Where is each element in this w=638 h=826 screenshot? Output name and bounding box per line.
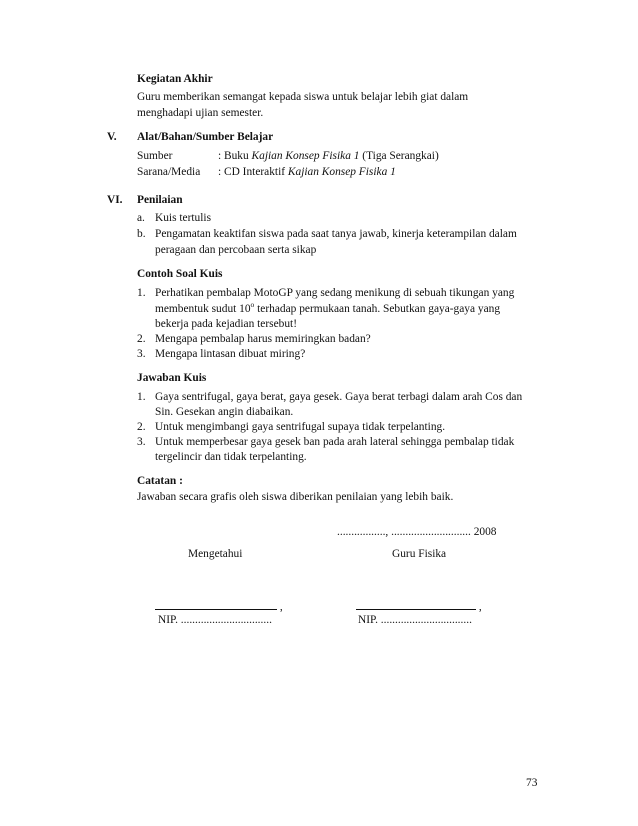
soal-1-line-3: bekerja pada kejadian tersebut! [155, 318, 297, 330]
section-vi-number: VI. [107, 194, 123, 206]
kegiatan-akhir-line-1: Guru memberikan semangat kepada siswa untuk belajar lebih giat dalam [137, 91, 469, 103]
kegiatan-akhir-line-2: menghadapi ujian semester. [137, 107, 264, 119]
penilaian-a-text: Kuis tertulis [155, 212, 212, 224]
section-vi-title: Penilaian [137, 194, 183, 206]
sarana-value [218, 165, 396, 181]
sumber-prefix: : Buku [218, 150, 252, 162]
catatan-heading: Catatan : [137, 475, 183, 487]
penilaian-a-marker: a. [137, 212, 145, 224]
sarana-prefix: : CD Interaktif [218, 166, 288, 178]
sumber-suffix: (Tiga Serangkai) [359, 150, 439, 162]
jawaban-3-line-1: Untuk memperbesar gaya gesek ban pada arah lateral sehingga pembalap tidak [155, 436, 515, 448]
soal-1-line-1: Perhatikan pembalap MotoGP yang sedang menikung di sebuah tikungan yang [155, 287, 515, 299]
kegiatan-akhir-heading: Kegiatan Akhir [137, 73, 213, 85]
jawaban-heading: Jawaban Kuis [137, 372, 207, 384]
page-number: 73 [526, 777, 538, 789]
jawaban-1-line-2: Sin. Gesekan angin diabaikan. [155, 406, 294, 418]
contoh-soal-heading: Contoh Soal Kuis [137, 268, 223, 280]
sumber-label: Sumber [137, 150, 173, 162]
signature-left-title: Mengetahui [188, 548, 243, 560]
jawaban-1-marker: 1. [137, 391, 146, 403]
soal-3-text: Mengapa lintasan dibuat miring? [155, 348, 306, 360]
penilaian-b-marker: b. [137, 228, 146, 240]
section-v-number: V. [107, 131, 117, 143]
catatan-text: Jawaban secara grafis oleh siswa diberikan penilaian yang lebih baik. [137, 491, 454, 503]
degree-superscript: o [250, 300, 255, 310]
soal-1-marker: 1. [137, 287, 146, 299]
penilaian-b-line-2: peragaan dan percobaan serta sikap [155, 244, 317, 256]
signature-right-nip: NIP. ................................ [358, 614, 472, 626]
jawaban-3-marker: 3. [137, 436, 146, 448]
signature-left-nip: NIP. ................................ [158, 614, 272, 626]
sarana-cd-title: Kajian Konsep Fisika 1 [287, 166, 396, 178]
soal-2-text: Mengapa pembalap harus memiringkan badan? [155, 333, 371, 345]
sumber-book-title: Kajian Konsep Fisika 1 [251, 150, 360, 162]
jawaban-2-marker: 2. [137, 421, 146, 433]
penilaian-b-line-1: Pengamatan keaktifan siswa pada saat tanya jawab, kinerja keterampilan dalam [155, 228, 517, 240]
jawaban-1-line-1: Gaya sentrifugal, gaya berat, gaya gesek. Gaya berat terbagi dalam arah Cos dan [155, 391, 523, 403]
soal-2-marker: 2. [137, 333, 146, 345]
left-signature-comma: , [279, 601, 283, 613]
left-signature-underline [155, 598, 277, 610]
jawaban-3-line-2: tergelincir dan tidak terpelanting. [155, 451, 307, 463]
signature-date-line: ................., ............................ 2008 [337, 526, 497, 538]
jawaban-2-text: Untuk mengimbangi gaya sentrifugal supaya tidak terpelanting. [155, 421, 446, 433]
soal-3-marker: 3. [137, 348, 146, 360]
sarana-label: Sarana/Media [137, 166, 201, 178]
sumber-value [218, 149, 439, 165]
signature-right-title: Guru Fisika [392, 548, 447, 560]
right-signature-underline [356, 598, 476, 610]
soal-1-line-2-start: membentuk sudut 10 [155, 303, 251, 315]
soal-1-line-2-end: terhadap permukaan tanah. Sebutkan gaya-gaya yang [254, 303, 501, 315]
soal-1-line-2 [155, 302, 500, 318]
section-v-title: Alat/Bahan/Sumber Belajar [137, 131, 274, 143]
right-signature-comma: , [478, 601, 482, 613]
